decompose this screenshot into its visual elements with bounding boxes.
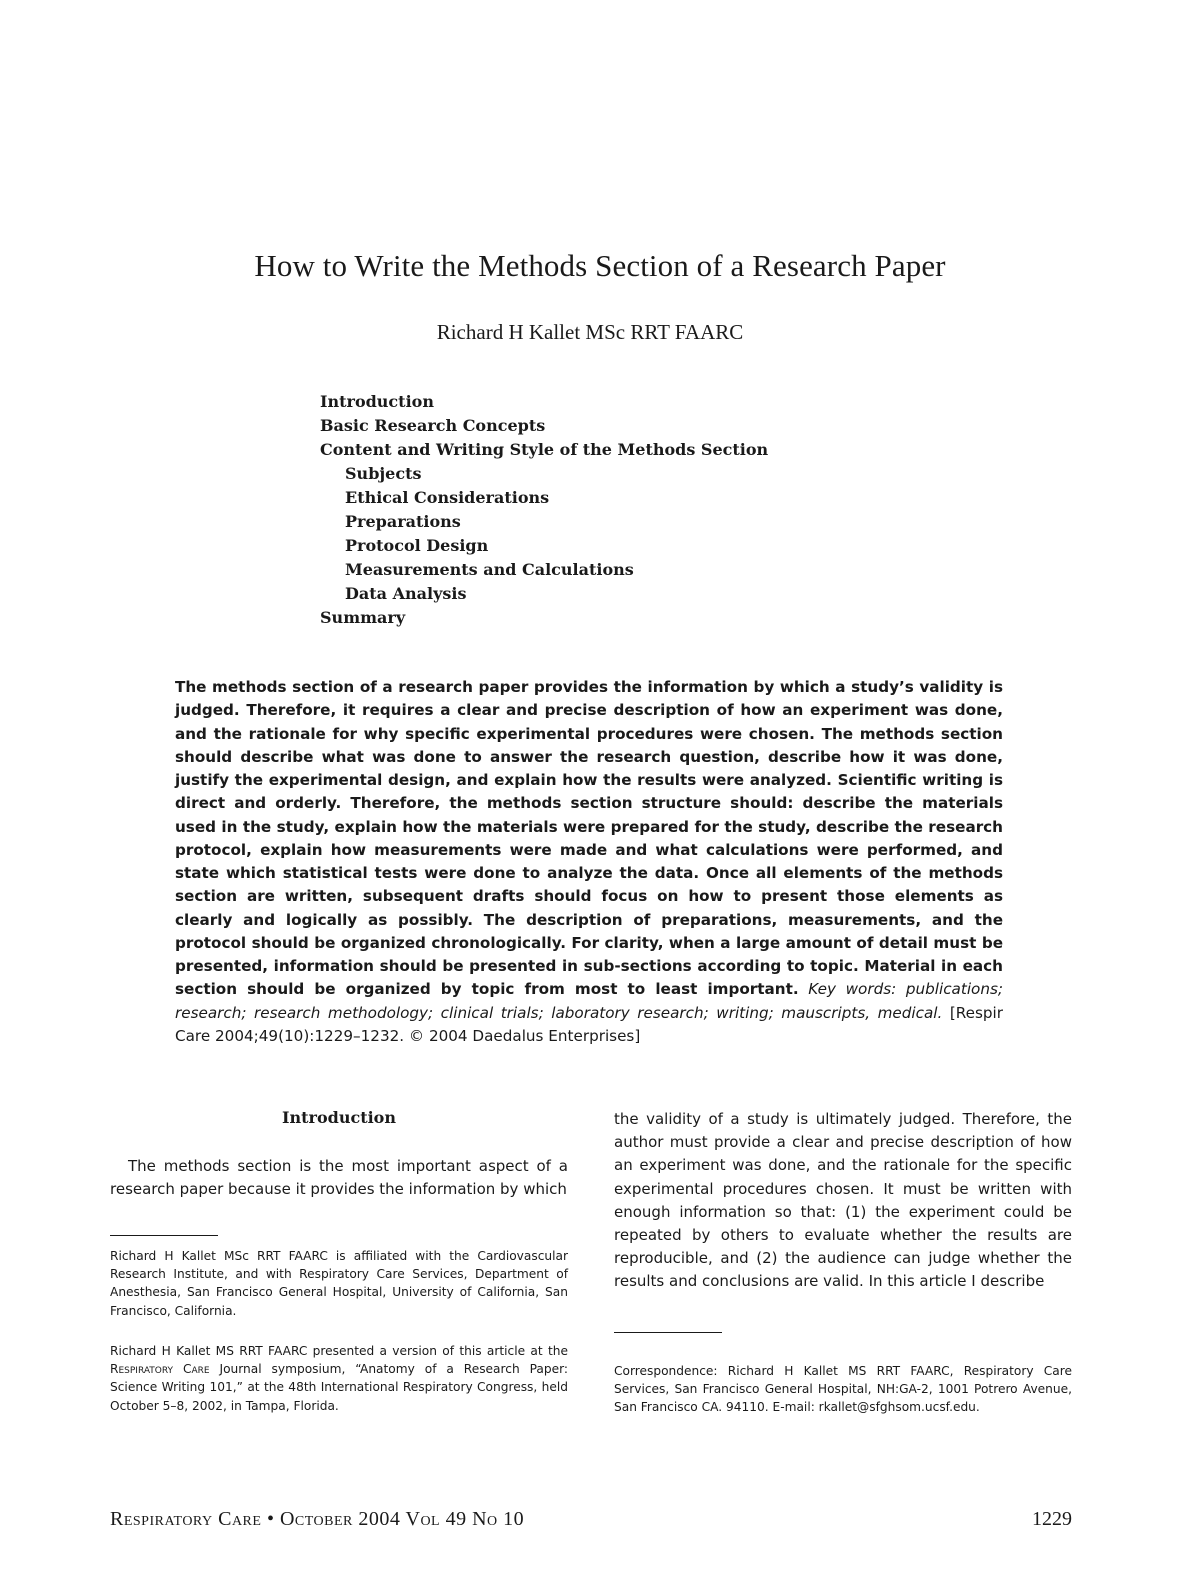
abstract-keywords: Key words: publications; research; research methodology; clinical trials; laboratory research; writing; mauscripts, medical.	[175, 980, 1003, 1022]
toc-item-content-style: Content and Writing Style of the Methods Section	[320, 440, 769, 459]
footnote-journal-name: Respiratory Care	[110, 1362, 210, 1377]
abstract-citation: [Respir Care 2004;49(10):1229–1232. © 2004 Daedalus Enterprises]	[175, 1003, 1004, 1045]
toc-item-measurements: Measurements and Calculations	[345, 560, 634, 579]
toc-item-summary: Summary	[320, 608, 406, 627]
footnote-divider-left	[110, 1235, 218, 1236]
journal-footer: Respiratory Care • October 2004 Vol 49 No 10	[110, 1508, 525, 1530]
footnote-presentation	[110, 1342, 568, 1415]
abstract	[175, 676, 1003, 1048]
table-of-contents	[320, 390, 768, 630]
toc-item-subjects: Subjects	[345, 464, 422, 483]
toc-item-ethical: Ethical Considerations	[345, 488, 550, 507]
toc-item-protocol: Protocol Design	[345, 536, 489, 555]
footnote-divider-right	[614, 1332, 722, 1333]
abstract-body: The methods section of a research paper provides the information by which a study’s validity is judged. Therefore, it requires a clear and precise description of how an experiment was done, and the rationale for why specific experimental procedures were chosen. The methods section should describe what was done to answer the research question, describe how it was done, justify the experimental design, and explain how the results were analyzed. Scientific writing is direct and orderly. Therefore, the methods section structure should: describe the materials used in the study, explain how the materials were prepared for the study, describe the research protocol, explain how measurements were made and what calculations were performed, and state which statistical tests were done to analyze the data. Once all elements of the methods section are written, subsequent drafts should focus on how to present those elements as clearly and logically as possibly. The description of preparations, measurements, and the protocol should be organized chronologically. For clarity, when a large amount of detail must be presented, information should be presented in sub-sections according to topic. Material in each section should be organized by topic from most to least important.	[175, 678, 1003, 999]
body-column-left: The methods section is the most important aspect of a research paper because it provides the information by which	[110, 1157, 568, 1199]
footnote-presentation-text-cont: Journal symposium, “Anatomy of a Research Paper: Science Writing 101,” at the 48th International Respiratory Congress, held October 5–8, 2002, in Tampa, Florida.	[110, 1362, 568, 1413]
footnote-correspondence: Correspondence: Richard H Kallet MS RRT FAARC, Respiratory Care Services, San Francisco General Hospital, NH:GA-2, 1001 Potrero Avenue, San Francisco CA. 94110. E-mail: rkallet@sfghsom.ucsf.edu.	[614, 1364, 1072, 1415]
page-number: 1229	[1032, 1508, 1072, 1530]
article-title: How to Write the Methods Section of a Research Paper	[254, 248, 946, 283]
footnote-presentation-text: Richard H Kallet MS RRT FAARC presented a version of this article at the	[110, 1344, 568, 1358]
author-line: Richard H Kallet MSc RRT FAARC	[436, 320, 744, 344]
section-heading-introduction: Introduction	[282, 1108, 396, 1127]
body-column-right: the validity of a study is ultimately judged. Therefore, the author must provide a clear and precise description of how an experiment was done, and the rationale for the specific experimental procedures chosen. It must be written with enough information so that: (1) the experiment could be repeated by others to evaluate whether the results are reproducible, and (2) the audience can judge whether the results and conclusions are valid. In this article I describe	[614, 1110, 1072, 1291]
toc-item-basic-concepts: Basic Research Concepts	[320, 416, 546, 435]
toc-item-data-analysis: Data Analysis	[345, 584, 467, 603]
footnote-affiliation: Richard H Kallet MSc RRT FAARC is affiliated with the Cardiovascular Research Institute, and with Respiratory Care Services, Department of Anesthesia, San Francisco General Hospital, University of California, San Francisco, California.	[110, 1249, 568, 1318]
toc-item-introduction: Introduction	[320, 392, 434, 411]
toc-item-preparations: Preparations	[345, 512, 461, 531]
